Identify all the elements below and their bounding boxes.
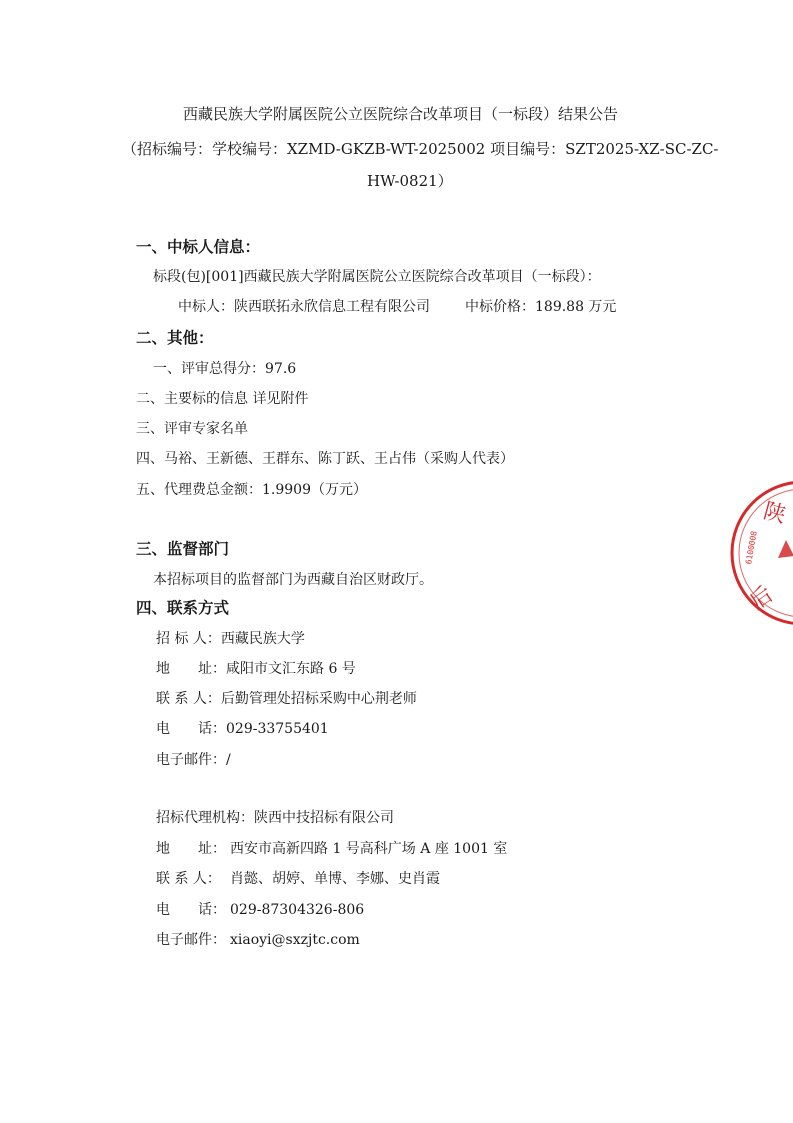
buyer-contact-label: 联 系 人： (156, 691, 221, 707)
agency-contact-row (156, 869, 440, 889)
buyer-email: / (226, 752, 231, 768)
buyer-contact: 后勤管理处招标采购中心荆老师 (220, 691, 417, 707)
buyer-phone: 029-33755401 (226, 721, 329, 737)
agency-contact-label: 联 系 人： (156, 871, 221, 887)
winner-row (178, 297, 430, 317)
buyer-email-label: 电子邮件： (156, 752, 226, 768)
other-item: 五、代理费总金额：1.9909（万元） (136, 482, 367, 498)
tender-number-line2: HW-0821） (367, 172, 453, 190)
section-heading-other: 二、其他： (136, 329, 214, 347)
supervision-text: 本招标项目的监督部门为西藏自治区财政厅。 (153, 572, 433, 588)
section-heading-supervision: 三、监督部门 (136, 540, 230, 558)
agency-name-row (156, 808, 394, 828)
winner-label: 中标人： (178, 299, 234, 315)
other-item: 二、主要标的信息 详见附件 (136, 391, 309, 407)
notice-title: 西藏民族大学附属医院公立医院综合改革项目（一标段）结果公告 (183, 105, 619, 123)
agency-phone: 029-87304326-806 (230, 902, 365, 918)
other-item: 一、评审总得分：97.6 (153, 361, 297, 377)
seal-star (778, 540, 793, 558)
agency-address: 西安市高新四路 1 号高科广场 A 座 1001 室 (230, 841, 508, 857)
buyer-name-label: 招 标 人： (156, 631, 221, 647)
section-heading-contact: 四、联系方式 (136, 599, 230, 617)
tender-number-line1: （招标编号：学校编号：XZMD-GKZB-WT-2025002 项目编号：SZT2025-XZ-SC-ZC- (122, 140, 719, 158)
buyer-email-row (156, 750, 231, 770)
agency-address-label: 地 址： (156, 841, 226, 857)
price-value: 189.88 万元 (535, 299, 617, 315)
agency-email-label: 电子邮件： (156, 932, 226, 948)
other-item: 三、评审专家名单 (136, 421, 248, 437)
price-row (465, 297, 616, 317)
agency-email-row (156, 930, 360, 950)
agency-email: xiaoyi@sxzjtc.com (230, 932, 360, 948)
seal-ring-code: 6100008 (744, 530, 759, 566)
buyer-name: 西藏民族大学 (220, 631, 305, 647)
agency-name-label: 招标代理机构： (156, 810, 254, 826)
buyer-address-row (156, 659, 356, 679)
price-label: 中标价格： (465, 299, 535, 315)
other-item: 四、马裕、王新德、王群东、陈丁跃、王占伟（采购人代表） (136, 451, 514, 467)
agency-address-row (156, 839, 507, 859)
official-seal (728, 478, 793, 628)
buyer-name-row (156, 629, 305, 649)
agency-name: 陕西中技招标有限公司 (254, 810, 394, 826)
buyer-phone-row (156, 719, 329, 739)
agency-contact: 肖懿、胡婷、单博、李娜、史肖霞 (230, 871, 440, 887)
buyer-contact-row (156, 689, 417, 709)
buyer-address: 咸阳市文汇东路 6 号 (226, 661, 356, 677)
seal-char-top: 陕 (760, 498, 789, 529)
seal-char-bottom: 后 (745, 582, 778, 616)
winner-name: 陕西联拓永欣信息工程有限公司 (234, 299, 430, 315)
agency-phone-label: 电 话： (156, 902, 226, 918)
section-heading-winner: 一、中标人信息： (136, 238, 261, 256)
lot-description: 标段(包)[001]西藏民族大学附属医院公立医院综合改革项目（一标段）： (153, 269, 601, 285)
buyer-address-label: 地 址： (156, 661, 226, 677)
buyer-phone-label: 电 话： (156, 721, 226, 737)
agency-phone-row (156, 900, 364, 920)
